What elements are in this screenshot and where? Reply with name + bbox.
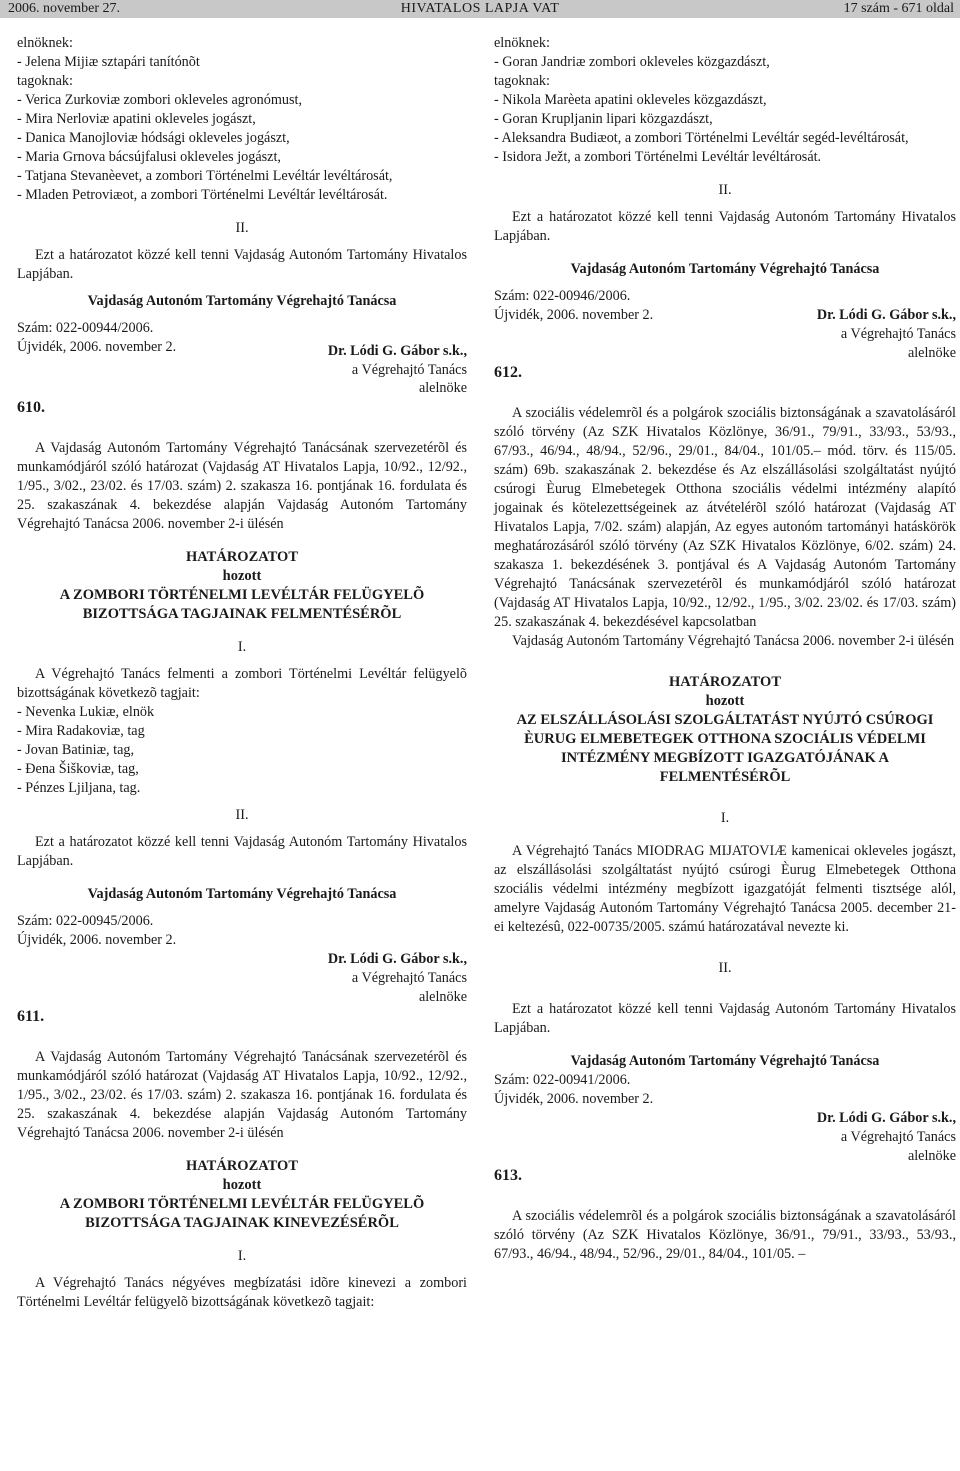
list-item: - Nevenka Lukiæ, elnök: [17, 704, 155, 720]
decision-subject: A ZOMBORI TÖRTÉNELMI LEVÉLTÁR FELÜGYELÕ BIZOTTSÁGA TAGJAINAK KINEVEZÉSÉRÕL: [59, 1196, 425, 1231]
decision-number: Szám: 022-00941/2006.: [494, 1072, 631, 1088]
signer-role: a Végrehajtó Tanács: [840, 1129, 956, 1145]
list-item: - Goran Krupljanin lipari közgazdászt,: [494, 111, 713, 127]
council-name: Vajdaság Autonóm Tartomány Végrehajtó Tanácsa: [570, 261, 880, 277]
council-name: Vajdaság Autonóm Tartomány Végrehajtó Tanácsa: [570, 1053, 880, 1069]
decision-number: Szám: 022-00944/2006.: [17, 320, 154, 336]
list-item: - Verica Zurkoviæ zombori okleveles agronómust,: [17, 92, 302, 108]
publish-clause: Ezt a határozatot közzé kell tenni Vajdaság Autonóm Tartomány Hivatalos Lapjában.: [494, 209, 956, 244]
section-number: II.: [235, 220, 249, 236]
publish-clause: Ezt a határozatot közzé kell tenni Vajdaság Autonóm Tartomány Hivatalos Lapjában.: [17, 834, 467, 869]
decision-hozott: hozott: [705, 693, 745, 709]
item-number: 613.: [494, 1167, 522, 1184]
signer-name: Dr. Lódi G. Gábor s.k.,: [327, 951, 467, 967]
list-item: - Mira Nerloviæ apatini okleveles jogászt,: [17, 111, 256, 127]
decision-subject: A ZOMBORI TÖRTÉNELMI LEVÉLTÁR FELÜGYELÕ BIZOTTSÁGA TAGJAINAK FELMENTÉSÉRÕL: [59, 587, 425, 622]
list-item: tagoknak:: [494, 73, 550, 89]
section-number: I.: [237, 639, 247, 655]
body-text: A Végrehajtó Tanács négyéves megbízatási idõre kinevezi a zombori Történelmi Levéltár felügyelõ bizottságának következõ tagjait:: [17, 1275, 467, 1310]
preamble-text: A szociális védelemrõl és a polgárok szociális biztonságának a szavatolásáról szóló törvény (Az SZK Hivatalos Közlönye, 36/91., 79/91., 33/93., 53/93., 67/93., 46/94., 48/94., 52/96., 29/01., 84/04., 101/05.– mód. törv. és 115/05. szám) 69b. szakaszának 2. bekezdése és Az elszállásolási szolgáltatást nyújtó csúrogi Èurug Elmebetegek Otthona szociális védelmi intézmény alapító jogainak és kötelezettségeinek az átvételérõl szóló határozat (Vajdaság AT Hivatalos Lapja, 7/02. szám) alapján, Az egyes autonóm tartományi hatáskörök meghatározásáról szóló törvény (Az SZK Hivatalos Közlönye, 6/02. szám) 24. szakasza 1. bekezdésének 3. pontjával és A Vajdaság Autonóm Tartomány Végrehajtó Tanácsának szervezetérõl és munkamódjáról szóló határozat (Vajdaság AT Hivatalos Lapja, 10/92., 12/92., 1/95., 3/02. 23/02. és 17/03. szám) 25. szakaszának 4. bekezdésével kapcsolatban: [494, 405, 956, 630]
section-number: I.: [720, 810, 730, 826]
decision-hozott: hozott: [222, 1177, 262, 1193]
decision-place: Újvidék, 2006. november 2.: [494, 1091, 654, 1107]
decision-number: Szám: 022-00946/2006.: [494, 288, 631, 304]
header-page: 17 szám - 671 oldal: [843, 1, 954, 16]
page-header: [0, 0, 960, 18]
body-text: A Végrehajtó Tanács felmenti a zombori Történelmi Levéltár felügyelõ bizottságának következõ tagjait:: [17, 666, 467, 701]
list-item: - Pénzes Ljiljana, tag.: [17, 780, 141, 796]
decision-place: Újvidék, 2006. november 2.: [17, 932, 177, 948]
decision-heading: HATÁROZATOT: [186, 549, 298, 565]
decision-place: Újvidék, 2006. november 2.: [494, 307, 654, 323]
signer-name: Dr. Lódi G. Gábor s.k.,: [327, 343, 467, 359]
list-item: - Jelena Mijiæ sztapári tanítónõt: [17, 54, 200, 70]
preamble-text: A szociális védelemrõl és a polgárok szociális biztonságának a szavatolásáról szóló törvény (Az SZK Hivatalos Közlönye, 36/91., 79/91., 33/93., 53/93., 67/93., 46/94., 48/94., 52/96., 29/01., 84/04., 101/05. –: [494, 1208, 956, 1262]
right-column: [494, 34, 956, 1264]
publish-clause: Ezt a határozatot közzé kell tenni Vajdaság Autonóm Tartomány Hivatalos Lapjában.: [17, 247, 467, 282]
signer-name: Dr. Lódi G. Gábor s.k.,: [816, 307, 956, 323]
body-text: A Végrehajtó Tanács MIODRAG MIJATOVIÆ kamenicai okleveles jogászt, az elszállásolási szolgáltatást nyújtó csúrogi Èurug Elmebetegek Otthona szociális védelmi intézmény megbízott igazgatóját felmenti tisztsége alól, amelyre Vajdaság Autonóm Tartomány Végrehajtó Tanácsa 2005. december 21-ei keltezésû, 022-00735/2005. számú határozatával nevezte ki.: [494, 843, 956, 935]
list-item: - Tatjana Stevanèevet, a zombori Történelmi Levéltár levéltárosát,: [17, 168, 393, 184]
signer-title: alelnöke: [418, 380, 467, 396]
section-number: I.: [237, 1248, 247, 1264]
preamble-text-end: Vajdaság Autonóm Tartomány Végrehajtó Tanácsa 2006. november 2-i ülésén: [512, 633, 955, 649]
decision-place: Újvidék, 2006. november 2.: [17, 339, 177, 355]
signer-name: Dr. Lódi G. Gábor s.k.,: [816, 1110, 956, 1126]
decision-subject: AZ ELSZÁLLÁSOLÁSI SZOLGÁLTATÁST NYÚJTÓ CSÚROGI ÈURUG ELMEBETEGEK OTTHONA SZOCIÁLIS VÉDELMI INTÉZMÉNY MEGBÍZOTT IGAZGATÓJÁNAK A FELMENTÉSÉRÕL: [516, 712, 934, 785]
item-number: 611.: [17, 1008, 45, 1025]
section-number: II.: [718, 960, 732, 976]
header-date: 2006. november 27.: [8, 1, 120, 16]
signer-role: a Végrehajtó Tanács: [840, 326, 956, 342]
list-item: elnöknek:: [494, 35, 550, 51]
left-column: [17, 34, 467, 1312]
section-number: II.: [718, 182, 732, 198]
decision-heading: HATÁROZATOT: [186, 1158, 298, 1174]
list-item: - Goran Jandriæ zombori okleveles közgazdászt,: [494, 54, 770, 70]
list-item: - Nikola Marèeta apatini okleveles közgazdászt,: [494, 92, 767, 108]
item-number: 612.: [494, 364, 522, 381]
decision-heading: HATÁROZATOT: [669, 674, 781, 690]
council-name: Vajdaság Autonóm Tartomány Végrehajtó Tanácsa: [87, 293, 397, 309]
decision-hozott: hozott: [222, 568, 262, 584]
list-item: - Danica Manojloviæ hódsági okleveles jogászt,: [17, 130, 290, 146]
item-number: 610.: [17, 399, 45, 416]
preamble-text: A Vajdaság Autonóm Tartomány Végrehajtó Tanácsának szervezetérõl és munkamódjáról szóló határozat (Vajdaság AT Hivatalos Lapja, 10/92., 12/92., 1/95., 3/02., 23/02. és 17/03. szám) 2. szakasza 16. pontjának 16. fordulata és 25. szakaszának 4. bekezdése alapján Vajdaság Autonóm Tartomány Végrehajtó Tanácsa 2006. november 2-i ülésén: [17, 1049, 467, 1141]
list-item: - Ðena Šiškoviæ, tag,: [17, 761, 139, 777]
section-number: II.: [235, 807, 249, 823]
signer-title: alelnöke: [418, 989, 467, 1005]
list-item: - Mira Radakoviæ, tag: [17, 723, 145, 739]
council-name: Vajdaság Autonóm Tartomány Végrehajtó Tanácsa: [87, 886, 397, 902]
signer-title: alelnöke: [907, 1148, 956, 1164]
publish-clause: Ezt a határozatot közzé kell tenni Vajdaság Autonóm Tartomány Hivatalos Lapjában.: [494, 1001, 956, 1036]
signer-role: a Végrehajtó Tanács: [351, 362, 467, 378]
list-item: - Aleksandra Budiæot, a zombori Történelmi Levéltár segéd-levéltárosát,: [494, 130, 909, 146]
list-item: tagoknak:: [17, 73, 73, 89]
list-item: - Isidora Ježt, a zombori Történelmi Levéltár levéltárosát.: [494, 149, 822, 165]
signer-role: a Végrehajtó Tanács: [351, 970, 467, 986]
preamble-text: A Vajdaság Autonóm Tartomány Végrehajtó Tanácsának szervezetérõl és munkamódjáról szóló határozat (Vajdaság AT Hivatalos Lapja, 10/92., 12/92., 1/95., 3/02., 23/02. és 17/03. szám) 2. szakasza 16. pontjának 16. fordulata és 25. szakaszának 4. bekezdése alapján Vajdaság Autonóm Tartomány Végrehajtó Tanácsa 2006. november 2-i ülésén: [17, 440, 467, 532]
decision-number: Szám: 022-00945/2006.: [17, 913, 154, 929]
header-title: HIVATALOS LAPJA VAT: [400, 1, 560, 16]
list-item: - Mladen Petroviæot, a zombori Történelmi Levéltár levéltárosát.: [17, 187, 388, 203]
signer-title: alelnöke: [907, 345, 956, 361]
list-item: - Maria Grnova bácsújfalusi okleveles jogászt,: [17, 149, 281, 165]
list-item: elnöknek:: [17, 35, 73, 51]
list-item: - Jovan Batiniæ, tag,: [17, 742, 135, 758]
